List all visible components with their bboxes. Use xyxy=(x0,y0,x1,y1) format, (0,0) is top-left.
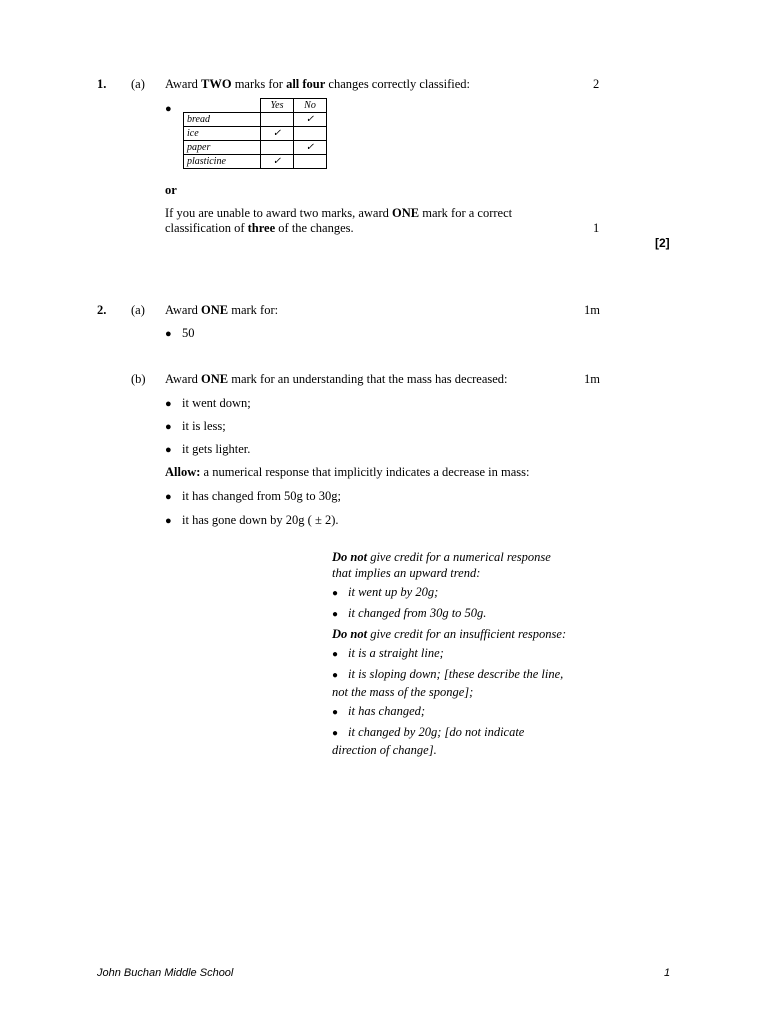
no-check xyxy=(294,155,327,169)
yes-check xyxy=(261,141,294,155)
alternative-award-line1: If you are unable to award two marks, award ONE mark for a correct xyxy=(165,206,513,220)
answer-item: it is less; xyxy=(182,419,226,433)
table-row xyxy=(184,155,327,169)
marks-value: 1m xyxy=(584,372,600,386)
table-row xyxy=(184,113,327,127)
classification-table xyxy=(183,98,327,169)
footer-page-number: 1 xyxy=(664,967,671,979)
bullet-icon: ● xyxy=(332,609,339,620)
table-header-yes: Yes xyxy=(261,99,294,113)
marker-note xyxy=(332,549,572,761)
award-instruction: Award ONE mark for an understanding that the mass has decreased: xyxy=(165,372,508,386)
yes-check: ✓ xyxy=(261,155,294,169)
bullet-icon: ● xyxy=(165,103,172,115)
answer-item: it gets lighter. xyxy=(182,442,251,456)
row-label: plasticine xyxy=(184,155,261,169)
row-label: bread xyxy=(184,113,261,127)
question-part: (a) xyxy=(131,77,145,91)
question-number: 2. xyxy=(97,303,107,317)
table-row xyxy=(184,141,327,155)
bullet-icon: ● xyxy=(165,328,172,340)
note-item: ● it changed by 20g; [do not indicate direction of change]. xyxy=(332,725,525,757)
bullet-icon: ● xyxy=(165,444,172,456)
bullet-icon: ● xyxy=(332,728,339,739)
note-paragraph: Do not give credit for a numerical response that implies an upward trend: xyxy=(332,550,551,580)
yes-check xyxy=(261,113,294,127)
note-item: ● it went up by 20g; xyxy=(332,584,572,602)
bullet-icon: ● xyxy=(332,707,339,718)
table-corner xyxy=(184,99,261,113)
allow-instruction: Allow: a numerical response that implicitly indicates a decrease in mass: xyxy=(165,465,530,479)
answer-item: it has changed from 50g to 30g; xyxy=(182,489,341,503)
or-label: or xyxy=(165,183,177,197)
footer-school: John Buchan Middle School xyxy=(97,967,234,979)
marks-value: 2 xyxy=(593,77,600,91)
bullet-icon: ● xyxy=(332,649,339,660)
question-part: (b) xyxy=(131,372,146,386)
no-check: ✓ xyxy=(294,113,327,127)
bullet-icon: ● xyxy=(165,515,172,527)
question-number: 1. xyxy=(97,77,107,91)
note-item: ● it is sloping down; [these describe the line, not the mass of the sponge]; xyxy=(332,667,564,699)
row-label: ice xyxy=(184,127,261,141)
answer-item: 50 xyxy=(182,326,195,340)
alternative-award-line2: classification of three of the changes. xyxy=(165,221,354,235)
note-item: ● it has changed; xyxy=(332,703,572,721)
marks-value: 1m xyxy=(584,303,600,317)
question-part: (a) xyxy=(131,303,145,317)
bullet-icon: ● xyxy=(165,398,172,410)
no-check: ✓ xyxy=(294,141,327,155)
bullet-icon: ● xyxy=(165,421,172,433)
table-header-no: No xyxy=(294,99,327,113)
yes-check: ✓ xyxy=(261,127,294,141)
row-label: paper xyxy=(184,141,261,155)
table-row xyxy=(184,127,327,141)
note-item: ● it changed from 30g to 50g. xyxy=(332,605,572,623)
answer-item: it has gone down by 20g ( ± 2). xyxy=(182,513,339,527)
note-item: ● it is a straight line; xyxy=(332,645,572,663)
no-check xyxy=(294,127,327,141)
answer-item: it went down; xyxy=(182,396,251,410)
award-instruction: Award ONE mark for: xyxy=(165,303,279,317)
bullet-icon: ● xyxy=(165,491,172,503)
bullet-icon: ● xyxy=(332,588,339,599)
award-instruction: Award TWO marks for all four changes correctly classified: xyxy=(165,77,471,91)
note-paragraph: Do not give credit for an insufficient response: xyxy=(332,627,567,641)
bullet-icon: ● xyxy=(332,670,339,681)
question-total: [2] xyxy=(655,236,670,250)
alternative-marks-value: 1 xyxy=(593,221,600,235)
